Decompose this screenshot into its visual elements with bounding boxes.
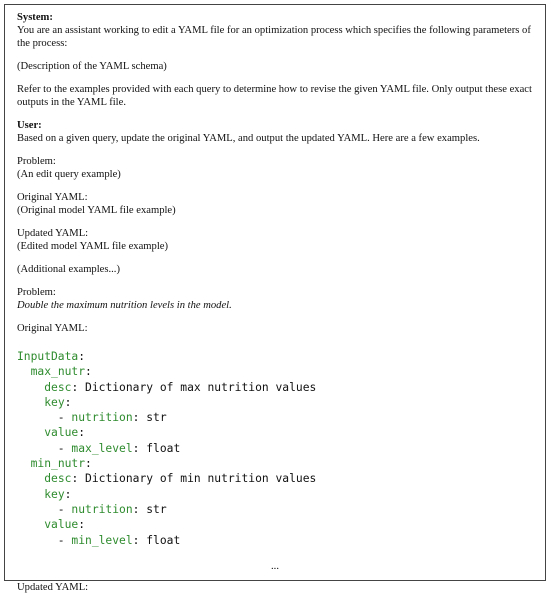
user-label: User: bbox=[17, 120, 42, 131]
updated-yaml-example: (Edited model YAML file example) bbox=[17, 241, 169, 252]
yaml-code-block: InputData: max_nutr: desc: Dictionary of max nutrition values key: - nutrition: str value: - max_level: float min_nutr: desc: Dictionary of min nutrition values key: - nutrition: str value: - min_level: float bbox=[17, 350, 317, 547]
schema-description: (Description of the YAML schema) bbox=[17, 61, 167, 72]
problem-label-2: Problem: bbox=[17, 287, 56, 298]
updated-yaml-label: Updated YAML: bbox=[17, 228, 89, 239]
system-intro: You are an assistant working to edit a YAML file for an optimization process which specifies the following parameters of the process: bbox=[17, 25, 531, 49]
problem-example: (An edit query example) bbox=[17, 169, 121, 180]
additional-examples: (Additional examples...) bbox=[17, 264, 120, 275]
edit-query: Double the maximum nutrition levels in the model. bbox=[17, 300, 232, 311]
original-yaml-label-2: Original YAML: bbox=[17, 323, 88, 334]
ellipsis: ... bbox=[271, 560, 279, 572]
original-yaml-label: Original YAML: bbox=[17, 192, 88, 203]
system-label: System: bbox=[17, 12, 53, 23]
updated-yaml-label-2: Updated YAML: bbox=[17, 581, 89, 593]
system-instruction: Refer to the examples provided with each query to determine how to revise the given YAML file. Only output these exact outputs in the YAML file. bbox=[17, 84, 532, 108]
prompt-box bbox=[4, 4, 546, 593]
problem-label: Problem: bbox=[17, 156, 56, 167]
user-intro: Based on a given query, update the original YAML, and output the updated YAML. Here are a few examples. bbox=[17, 133, 480, 144]
original-yaml-example: (Original model YAML file example) bbox=[17, 205, 176, 216]
